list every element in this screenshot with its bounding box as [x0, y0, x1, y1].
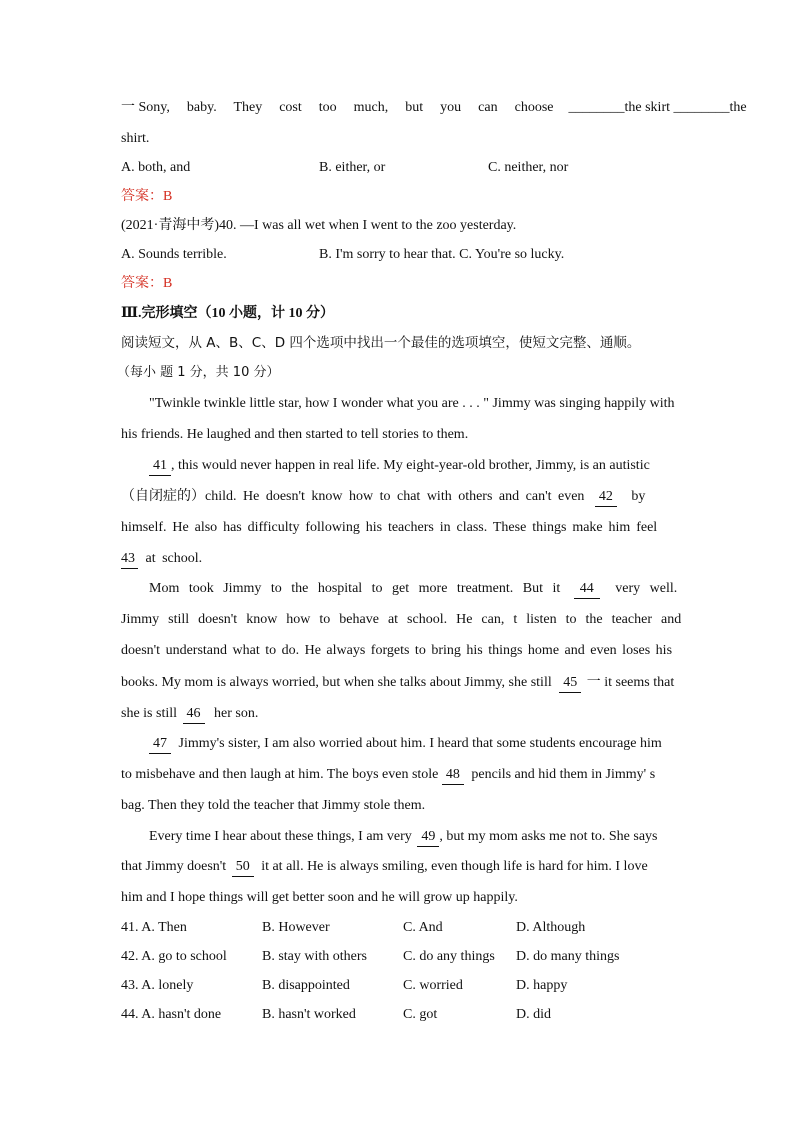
- passage-text: , this would never happen in real life. My eight-year-old brother, Jimmy, is an autistic: [171, 458, 650, 473]
- q39-word: baby.: [186, 100, 217, 115]
- blank-44: 44: [574, 581, 600, 599]
- q39-answer: 答案：B: [121, 189, 173, 204]
- blank-45: 45: [559, 675, 581, 693]
- q39-word: They: [233, 100, 263, 115]
- choice-41-a: 41. A. Then: [121, 920, 187, 935]
- passage-p3-line5: [121, 703, 679, 725]
- passage-p1-line1: "Twinkle twinkle little star, how I wonder what you are . . . " Jimmy was singing happily with: [149, 396, 675, 411]
- passage-text: at school.: [145, 551, 203, 566]
- passage-text: Mom took Jimmy to the hospital to get more treatment. But it: [149, 581, 561, 596]
- q39-option-a: A. both, and: [121, 160, 191, 175]
- passage-p3-line2: Jimmy still doesn't know how to behave at school. He can, t listen to the teacher and: [121, 612, 682, 627]
- passage-p5-line1: [149, 826, 679, 848]
- passage-p5-line3: him and I hope things will get better soon and he will grow up happily.: [121, 890, 518, 905]
- q39-word: too: [318, 100, 337, 115]
- q39-word: but: [405, 100, 424, 115]
- q39-word: much,: [353, 100, 389, 115]
- passage-text: （自闭症的）child. He doesn't know how to chat with others and can't even: [121, 489, 585, 504]
- choice-43-c: C. worried: [403, 978, 463, 993]
- q39-word: you: [440, 100, 462, 115]
- blank-42: 42: [595, 489, 617, 507]
- passage-text: her son.: [214, 706, 259, 721]
- blank-48: 48: [442, 767, 464, 785]
- passage-p2-line4: [121, 548, 679, 570]
- passage-p3-line1: [149, 578, 679, 600]
- q39-word: cost: [279, 100, 302, 115]
- passage-text: she is still: [121, 706, 178, 721]
- passage-p2-line3: himself. He also has difficulty following his teachers in class. These things make him feel: [121, 520, 658, 535]
- choice-43-d: D. happy: [516, 978, 568, 993]
- q39-mid: the skirt: [624, 100, 670, 115]
- q39-stem-line2: shirt.: [121, 131, 150, 146]
- choice-41-c: C. And: [403, 920, 443, 935]
- passage-text: it at all. He is always smiling, even though life is hard for him. I love: [261, 859, 648, 874]
- blank-41: 41: [149, 458, 171, 476]
- passage-text: pencils and hid them in Jimmy' s: [471, 767, 656, 782]
- q40-answer: 答案：B: [121, 276, 173, 291]
- passage-text: Every time I hear about these things, I am very: [149, 829, 412, 844]
- passage-p2-line1: [149, 455, 679, 477]
- q39-word: 一 Sony,: [121, 100, 170, 115]
- q39-blank-1: ________: [568, 100, 625, 115]
- passage-text: , but my mom asks me not to. She says: [439, 829, 658, 844]
- choice-44-d: D. did: [516, 1007, 551, 1022]
- choice-41-d: D. Although: [516, 920, 586, 935]
- passage-p4-line2: [121, 764, 679, 786]
- choice-44-b: B. hasn't worked: [262, 1007, 356, 1022]
- passage-p2-line2: [121, 486, 679, 508]
- blank-46: 46: [183, 706, 205, 724]
- passage-text: 一 it seems that: [586, 675, 675, 690]
- passage-text: to misbehave and then laugh at him. The boys even stole: [121, 767, 439, 782]
- section-instruction-2: （每小 题 1 分，共 10 分）: [117, 365, 280, 380]
- blank-49: 49: [417, 829, 439, 847]
- choice-43-b: B. disappointed: [262, 978, 350, 993]
- q39-blank-2: ________: [673, 100, 730, 115]
- passage-p3-line3: doesn't understand what to do. He always forgets to bring his things home and even loses his: [121, 643, 673, 658]
- q39-option-c: C. neither, nor: [488, 160, 569, 175]
- choice-44-a: 44. A. hasn't done: [121, 1007, 222, 1022]
- blank-43: 43: [121, 551, 138, 569]
- passage-p4-line3: bag. Then they told the teacher that Jimmy stole them.: [121, 798, 426, 813]
- blank-50: 50: [232, 859, 254, 877]
- section-instruction-1: 阅读短文，从 A、B、C、D 四个选项中找出一个最佳的选项填空，使短文完整、通顺。: [121, 335, 641, 351]
- passage-text: Jimmy's sister, I am also worried about him. I heard that some students encourage him: [178, 736, 662, 751]
- q39-option-b: B. either, or: [319, 160, 386, 175]
- q39-word: can: [478, 100, 498, 115]
- passage-text: by: [631, 489, 646, 504]
- q39-word: choose: [514, 100, 554, 115]
- section-heading: Ⅲ.完形填空（10 小题，计 10 分）: [121, 306, 335, 321]
- choice-41-b: B. However: [262, 920, 330, 935]
- passage-p3-line4: [121, 672, 679, 694]
- q40-option-a: A. Sounds terrible.: [121, 247, 227, 262]
- passage-text: that Jimmy doesn't: [121, 859, 227, 874]
- choice-42-d: D. do many things: [516, 949, 620, 964]
- choice-43-a: 43. A. lonely: [121, 978, 194, 993]
- passage-text: very well.: [615, 581, 678, 596]
- passage-text: books. My mom is always worried, but when she talks about Jimmy, she still: [121, 675, 552, 690]
- q39-tail: the: [729, 100, 747, 115]
- choice-42-b: B. stay with others: [262, 949, 367, 964]
- choice-44-c: C. got: [403, 1007, 438, 1022]
- q39-stem-line1: [121, 97, 747, 119]
- choice-42-a: 42. A. go to school: [121, 949, 227, 964]
- blank-47: 47: [149, 736, 171, 754]
- q40-option-bc: B. I'm sorry to hear that. C. You're so lucky.: [319, 247, 565, 262]
- passage-p4-line1: [149, 733, 679, 755]
- q40-stem: (2021·青海中考)40. —I was all wet when I went to the zoo yesterday.: [121, 218, 517, 233]
- passage-p5-line2: [121, 856, 679, 878]
- passage-p1-line2: his friends. He laughed and then started to tell stories to them.: [121, 427, 469, 442]
- choice-42-c: C. do any things: [403, 949, 495, 964]
